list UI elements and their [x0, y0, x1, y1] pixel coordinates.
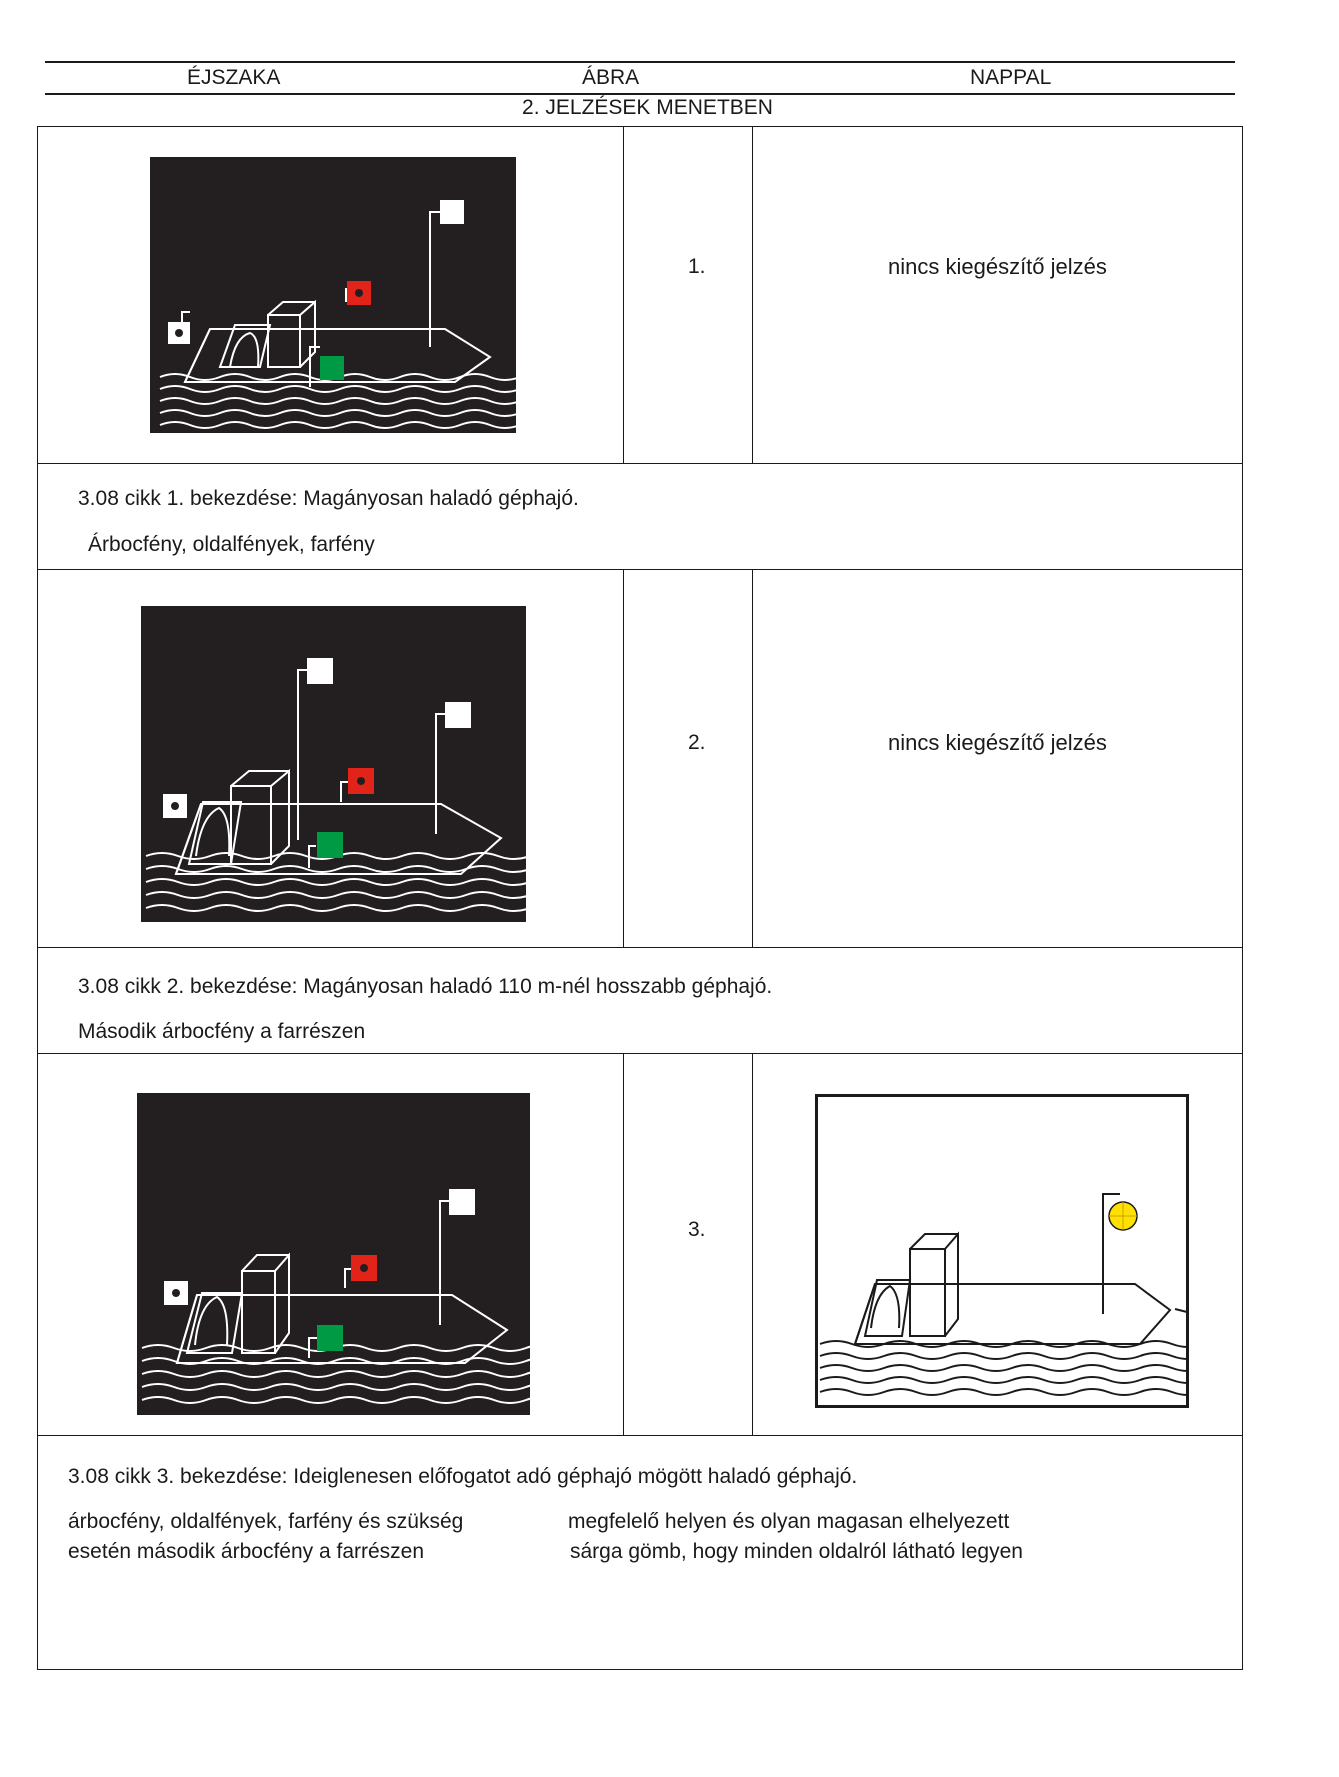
row-number: 1.	[688, 255, 706, 278]
night-signal-text: Második árbocfény a farrészen	[78, 1020, 366, 1043]
night-ship-illustration	[150, 157, 516, 433]
column-divider	[752, 1053, 753, 1435]
header-top-rule	[45, 61, 1235, 63]
day-signal-text-line1: megfelelő helyen és olyan magasan elhelyezett	[568, 1510, 1010, 1533]
night-signal-text: Árbocfény, oldalfények, farfény	[88, 533, 375, 556]
day-signal-text: nincs kiegészítő jelzés	[888, 254, 1107, 279]
night-ship-illustration	[141, 606, 526, 922]
row-number: 3.	[688, 1218, 706, 1241]
row-divider	[38, 947, 1242, 948]
row-caption: 3.08 cikk 1. bekezdése: Magányosan haladó géphajó.	[78, 487, 579, 510]
column-divider	[623, 1053, 624, 1435]
header-bottom-rule	[45, 93, 1235, 95]
day-ship-illustration	[815, 1094, 1189, 1408]
night-signal-text-line2: esetén második árbocfény a farrészen	[68, 1540, 425, 1563]
column-header-day: NAPPAL	[970, 66, 1052, 89]
column-divider	[752, 127, 753, 463]
row-divider	[38, 463, 1242, 464]
night-ship-illustration	[137, 1093, 530, 1415]
row-divider	[38, 569, 1242, 570]
row-caption: 3.08 cikk 2. bekezdése: Magányosan haladó 110 m-nél hosszabb géphajó.	[78, 975, 773, 998]
night-signal-text-line1: árbocfény, oldalfények, farfény és szükség	[68, 1510, 464, 1533]
day-signal-text: nincs kiegészítő jelzés	[888, 730, 1107, 755]
section-title: 2. JELZÉSEK MENETBEN	[522, 96, 773, 119]
row-number: 2.	[688, 731, 706, 754]
column-divider	[623, 569, 624, 947]
day-signal-text-line2: sárga gömb, hogy minden oldalról látható legyen	[570, 1540, 1023, 1563]
column-header-night: ÉJSZAKA	[187, 66, 281, 89]
column-divider	[623, 127, 624, 463]
row-divider	[38, 1435, 1242, 1436]
row-caption: 3.08 cikk 3. bekezdése: Ideiglenesen előfogatot adó géphajó mögött haladó géphajó.	[68, 1465, 858, 1488]
column-header-figure: ÁBRA	[582, 66, 640, 89]
column-divider	[752, 569, 753, 947]
row-divider	[38, 1053, 1242, 1054]
